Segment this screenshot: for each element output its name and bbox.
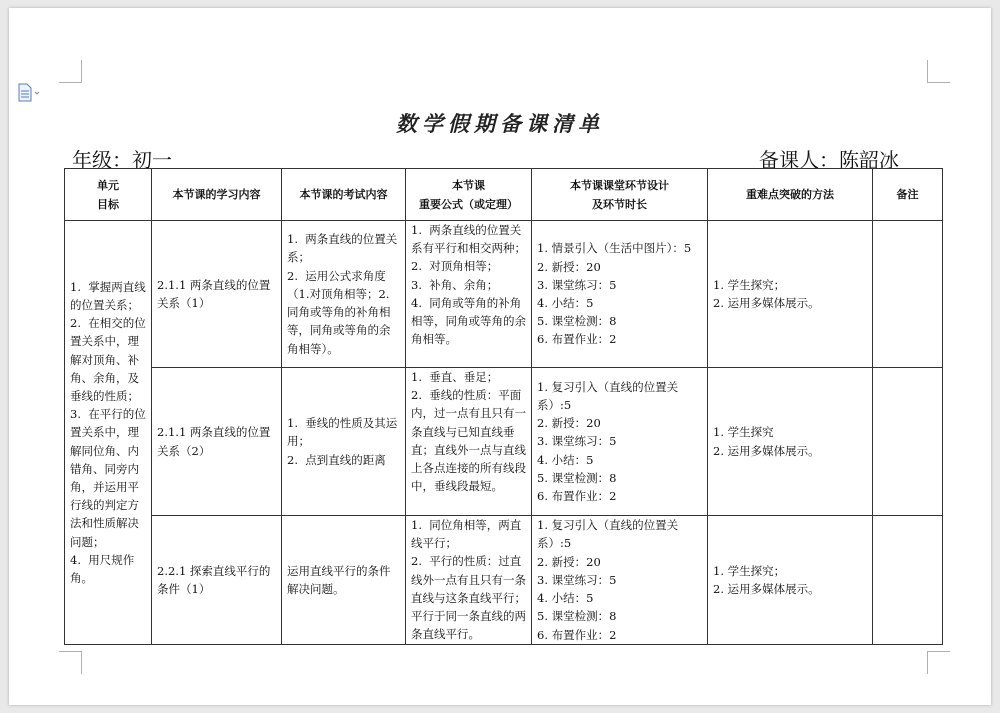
- note-cell: [873, 221, 943, 368]
- crop-mark-top-left: [59, 60, 82, 83]
- list-item: 2. 运用多媒体展示。: [713, 443, 820, 458]
- list-item: 1. 学生探究；: [713, 277, 786, 292]
- exam-cell: 1. 两条直线的位置关系； 2. 运用公式求角度（1.对顶角相等；2.同角或等角的补角相等，同角或等角的余角相等）。: [282, 221, 406, 368]
- exam-cell: 运用直线平行的条件解决问题。: [282, 516, 406, 645]
- list-item: 3. 课堂练习：5: [537, 277, 617, 292]
- list-item: 1. 复习引入（直线的位置关系）:5: [537, 518, 679, 551]
- content-cell: 2.2.1 探索直线平行的条件（1）: [152, 516, 282, 645]
- list-item: 2. 新授：20: [537, 259, 601, 274]
- list-item: 2. 新授：20: [537, 416, 601, 431]
- list-item: 4. 小结：5: [537, 296, 594, 310]
- crop-mark-bottom-left: [59, 651, 82, 674]
- crop-mark-bottom-right: [927, 651, 950, 674]
- header-content: 本节课的学习内容: [152, 169, 282, 221]
- table-row: [65, 516, 943, 645]
- list-item: 2. 运用多媒体展示。: [713, 582, 820, 596]
- formula-cell: 1. 两条直线的位置关系有平行和相交两种； 2. 对顶角相等； 3. 补角、余角； 4. 同角或等角的补角相等，同角或等角的余角相等。: [406, 221, 532, 368]
- header-exam: 本节课的考试内容: [282, 169, 406, 221]
- list-item: 2. 新授：20: [537, 554, 601, 569]
- header-design: 本节课课堂环节设计 及环节时长: [532, 169, 708, 221]
- design-cell: [532, 368, 708, 516]
- document-title: 数学假期备课清单: [396, 111, 604, 136]
- design-cell: [532, 516, 708, 645]
- list-item: 4. 小结：5: [537, 591, 594, 606]
- list-item: 4. 小结：5: [537, 452, 594, 467]
- table-row: [65, 221, 943, 368]
- formula-cell: 1. 同位角相等，两直线平行； 2. 平行的性质：过直线外一点有且只有一条直线与这条直线平行；平行于同一条直线的两条直线平行。: [406, 516, 532, 645]
- method-cell: [708, 516, 873, 645]
- table-row: [65, 368, 943, 516]
- list-item: 1. 复习引入（直线的位置关系）:5: [537, 379, 679, 412]
- header-formula: 本节课 重要公式（或定理）: [406, 169, 532, 221]
- list-item: 6. 布置作业：2: [537, 627, 617, 642]
- header-unit-goal: 单元 目标: [65, 169, 152, 221]
- header-note: 备注: [873, 169, 943, 221]
- list-item: 3. 课堂练习：5: [537, 434, 617, 449]
- content-cell: 2.1.1 两条直线的位置关系（2）: [152, 368, 282, 516]
- list-item: 1. 情景引入（生活中图片）：5: [537, 241, 692, 256]
- unit-goals-cell: 1. 掌握两直线的位置关系； 2. 在相交的位置关系中，理解对顶角、补角、余角，及垂线的性质； 3. 在平行的位置关系中，理解同位角、内错角、同旁内角，并运用平行线的判定方法和性质解决问题； 4. 用尺规作角。: [65, 221, 152, 645]
- list-item: 1. 学生探究；: [713, 563, 786, 578]
- content-cell: 2.1.1 两条直线的位置关系（1）: [152, 221, 282, 368]
- method-cell: [708, 221, 873, 368]
- list-item: 2. 运用多媒体展示。: [713, 296, 820, 310]
- document-icon[interactable]: [17, 83, 41, 103]
- note-cell: [873, 516, 943, 645]
- preparer-label: 备课人：陈韶冰: [759, 148, 899, 172]
- exam-cell: 1. 垂线的性质及其运用； 2. 点到直线的距离: [282, 368, 406, 516]
- design-cell: [532, 221, 708, 368]
- list-item: 1. 学生探究: [713, 425, 774, 440]
- list-item: 6. 布置作业：2: [537, 489, 617, 503]
- method-cell: [708, 368, 873, 516]
- table-header-row: [65, 169, 943, 221]
- note-cell: [873, 368, 943, 516]
- formula-cell: 1. 垂直、垂足； 2. 垂线的性质：平面内，过一点有且只有一条直线与已知直线垂直；直线外一点与直线上各点连接的所有线段中，垂线段最短。: [406, 368, 532, 516]
- lesson-plan-table: [64, 168, 943, 645]
- document-page: [9, 8, 991, 705]
- list-item: 5. 课堂检测：8: [537, 470, 617, 485]
- crop-mark-top-right: [927, 60, 950, 83]
- list-item: 5. 课堂检测：8: [537, 609, 617, 624]
- list-item: 6. 布置作业：2: [537, 332, 617, 347]
- list-item: 3. 课堂练习：5: [537, 572, 617, 587]
- list-item: 5. 课堂检测：8: [537, 314, 617, 329]
- grade-label: 年级：初一: [72, 148, 172, 172]
- header-method: 重难点突破的方法: [708, 169, 873, 221]
